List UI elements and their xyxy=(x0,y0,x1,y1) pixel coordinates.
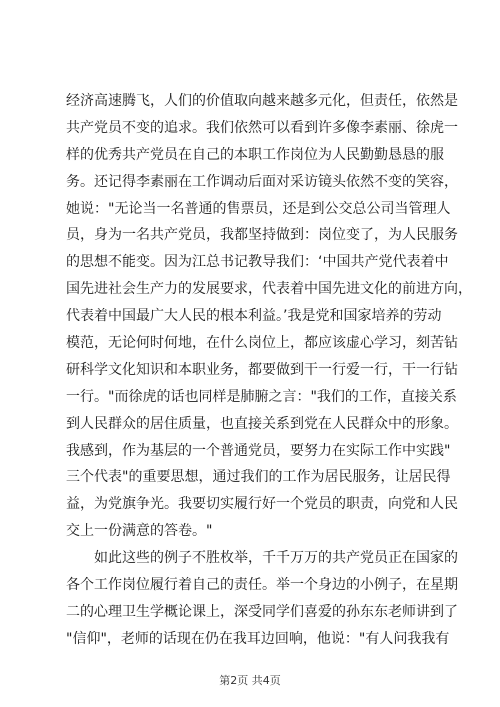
text-line: 研科学文化知识和本职业务，都要做到干一行爱一行，干一行钻 xyxy=(66,361,458,378)
text-line: 三个代表"的重要思想，通过我们的工作为居民服务，让居民得 xyxy=(66,469,451,486)
text-line: 她说："无论当一名普通的售票员，还是到公交总公司当管理人 xyxy=(66,200,451,217)
text-line: 一行。"而徐虎的话也同样是肺腑之言："我们的工作，直接关系 xyxy=(66,388,457,405)
text-line: 经济高速腾飞，人们的价值取向越来越多元化，但责任，依然是 xyxy=(66,93,458,109)
text-line: 的思想不能变。因为江总书记教导我们：‘中国共产党代表着中 xyxy=(66,254,449,271)
text-line: 样的优秀共产党员在自己的本职工作岗位为人民勤勤恳恳的服 xyxy=(66,146,444,163)
text-line: 国先进社会生产力的发展要求，代表着中国先进文化的前进方向， xyxy=(66,281,472,298)
text-line: 交上一份满意的答卷。" xyxy=(66,523,213,540)
text-line: 共产党员不变的追求。我们依然可以看到许多像李素丽、徐虎一 xyxy=(66,119,458,136)
page-number-footer: 第2页 共4页 xyxy=(219,674,281,687)
text-line: 务。还记得李素丽在工作调动后面对采访镜头依然不变的笑容， xyxy=(66,173,458,190)
text-line: 模范，无论何时何地，在什么岗位上，都应该虚心学习，刻苦钻 xyxy=(66,335,458,352)
text-line: 二的心理卫生学概论课上，深受同学们喜爱的孙东东老师讲到了 xyxy=(66,603,458,620)
text-line: 我感到，作为基层的一个普通党员，要努力在实际工作中实践" xyxy=(66,442,451,459)
body-text xyxy=(66,88,472,653)
text-line: 员，身为一名共产党员，我都坚持做到：岗位变了，为人民服务 xyxy=(66,227,458,244)
text-line: 各个工作岗位履行着自己的责任。举一个身边的小例子，在星期 xyxy=(66,577,458,594)
paragraph-first-line: 如此这些的例子不胜枚举，千千万万的共产党员正在国家的 xyxy=(94,550,458,567)
text-line: 到人民群众的居住质量，也直接关系到党在人民群众中的形象。 xyxy=(66,415,458,432)
text-line: 益，为党旗争光。我要切实履行好一个党员的职责，向党和人民 xyxy=(66,496,458,513)
text-line: 代表着中国最广大人民的根本利益。’我是党和国家培养的劳动 xyxy=(66,308,442,325)
text-line: "信仰"，老师的话现在仍在我耳边回响，他说："有人问我我有 xyxy=(66,630,450,647)
